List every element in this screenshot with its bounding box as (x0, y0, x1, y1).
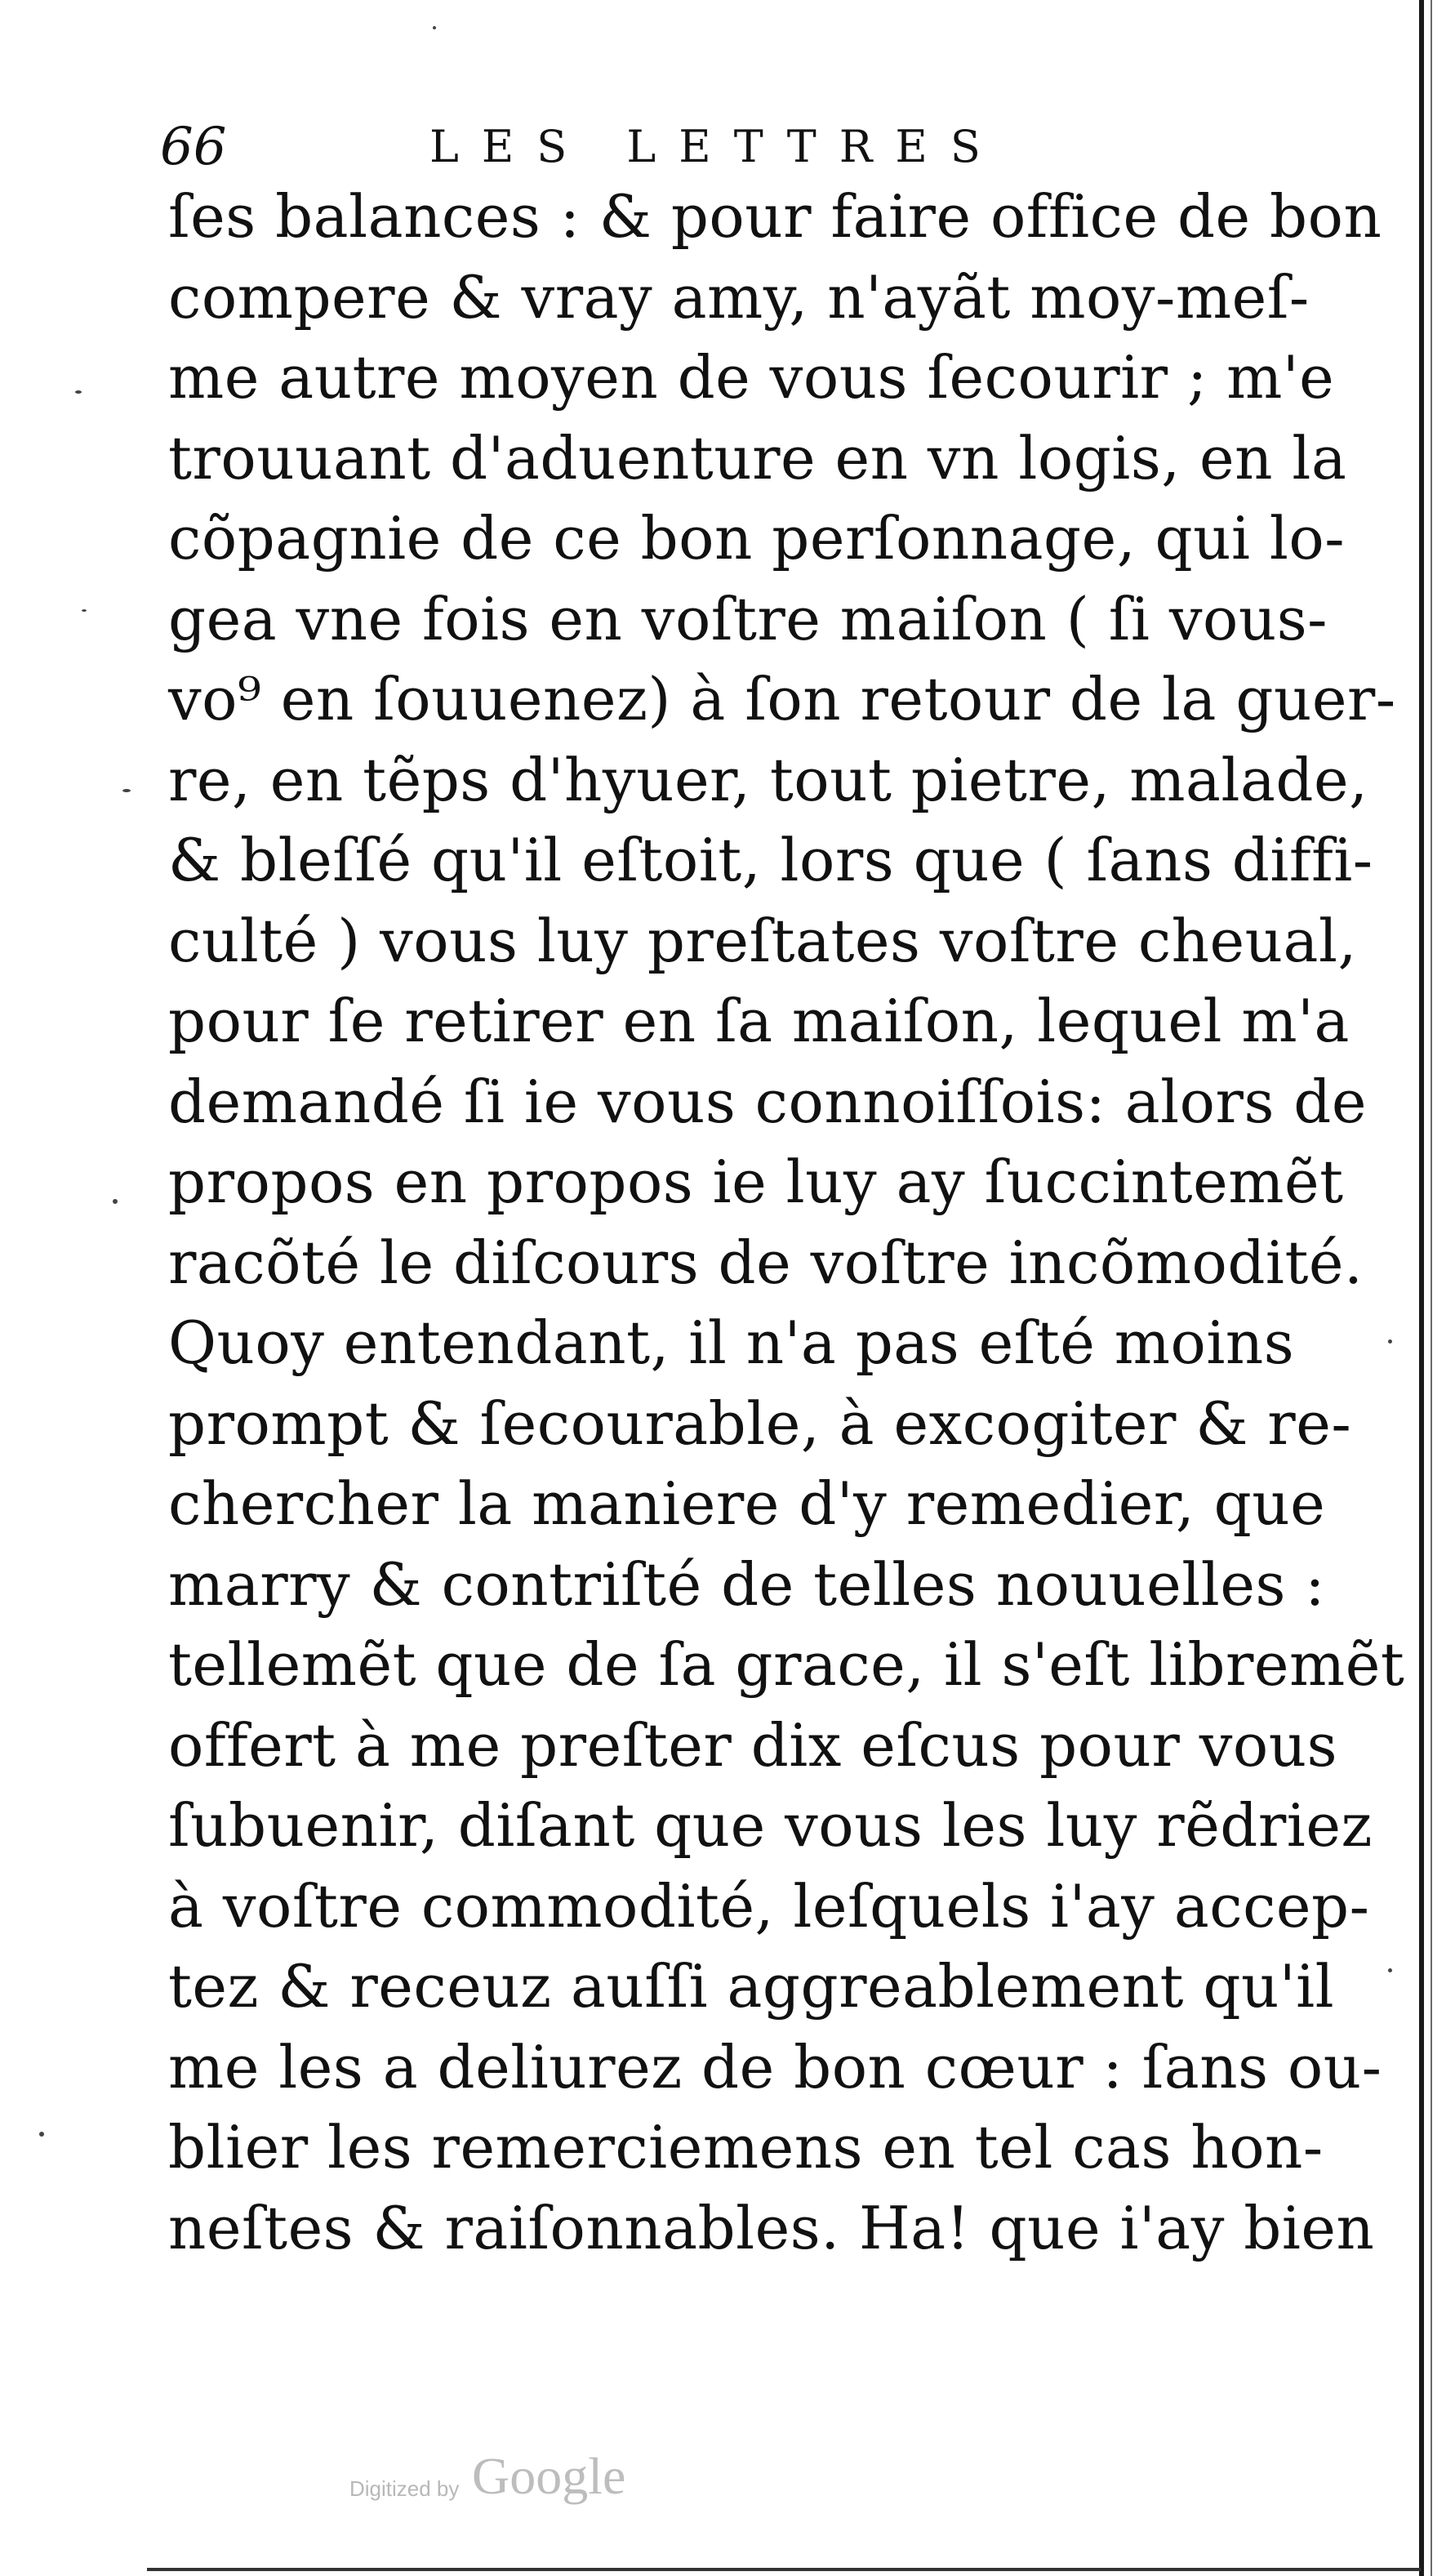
text-line: à voſtre commodité, leſquels i'ay accep- (168, 1871, 1370, 1941)
scan-speck (1388, 1968, 1392, 1972)
scan-speck (75, 390, 82, 394)
text-line: trouuant d'aduenture en vn logis, en la (168, 423, 1347, 492)
page-bottom-edge (147, 2568, 1421, 2571)
text-line: ſes balances : & pour faire office de bon (168, 182, 1382, 251)
scan-speck (113, 1199, 118, 1204)
scan-speck (122, 789, 131, 792)
text-line: compere & vray amy, n'ayãt moy-meſ- (168, 262, 1310, 332)
google-logo: Google (472, 2447, 626, 2505)
text-line: chercher la maniere d'y remedier, que (168, 1469, 1326, 1538)
text-line: Quoy entendant, il n'a pas eſté moins (168, 1308, 1295, 1377)
text-line: pour ſe retirer en ſa maiſon, lequel m'a (168, 987, 1350, 1055)
text-line: & bleſſé qu'il eſtoit, lors que ( ſans diffi- (168, 826, 1373, 894)
scan-speck (433, 26, 436, 29)
text-line: tellemẽt que de ſa grace, il s'eſt libremẽt (168, 1630, 1405, 1699)
text-line: prompt & ſecourable, à excogiter & re- (168, 1388, 1352, 1458)
digitized-by-google-watermark (349, 2444, 660, 2517)
watermark-prefix: Digitized by (349, 2476, 460, 2501)
text-line: vo⁹ en ſouuenez) à ſon retour de la guer- (168, 665, 1396, 733)
scan-speck (39, 2132, 44, 2137)
text-line: ſubuenir, diſant que vous les luy rẽdriez (168, 1791, 1373, 1860)
binding-edge-shadow (1431, 0, 1432, 2576)
page-number: 66 (160, 117, 227, 177)
text-line: culté ) vous luy preſtates voſtre cheual, (168, 906, 1357, 975)
text-line: tez & receuz auſſi aggreablement qu'il (168, 1952, 1335, 2021)
running-head: LES LETTRES (429, 121, 1003, 172)
scan-speck (1388, 1339, 1392, 1344)
text-line: cõpagnie de ce bon perſonnage, qui lo- (168, 504, 1346, 573)
binding-edge-line (1419, 0, 1424, 2576)
text-line: offert à me preſter dix eſcus pour vous (168, 1710, 1338, 1780)
text-line: re, en tẽps d'hyuer, tout pietre, malade, (168, 745, 1368, 814)
text-line: me les a deliurez de bon cœur : ſans ou- (168, 2032, 1382, 2101)
text-line: demandé ſi ie vous connoiſſois: alors de (168, 1067, 1367, 1136)
text-line: blier les remerciemens en tel cas hon- (168, 2113, 1324, 2182)
text-line: gea vne fois en voſtre maiſon ( ſi vous- (168, 584, 1328, 653)
text-line: me autre moyen de vous ſecourir ; m'e (168, 343, 1335, 412)
text-line: propos en propos ie luy ay ſuccintemẽt (168, 1148, 1344, 1216)
text-line: marry & contriſté de telles nouuelles : (168, 1549, 1326, 1619)
scan-speck (82, 609, 87, 612)
text-line: neſtes & raiſonnables. Ha! que i'ay bien (168, 2193, 1375, 2262)
body-text (168, 176, 1405, 2268)
text-line: racõté le diſcours de voſtre incõmodité. (168, 1228, 1364, 1297)
